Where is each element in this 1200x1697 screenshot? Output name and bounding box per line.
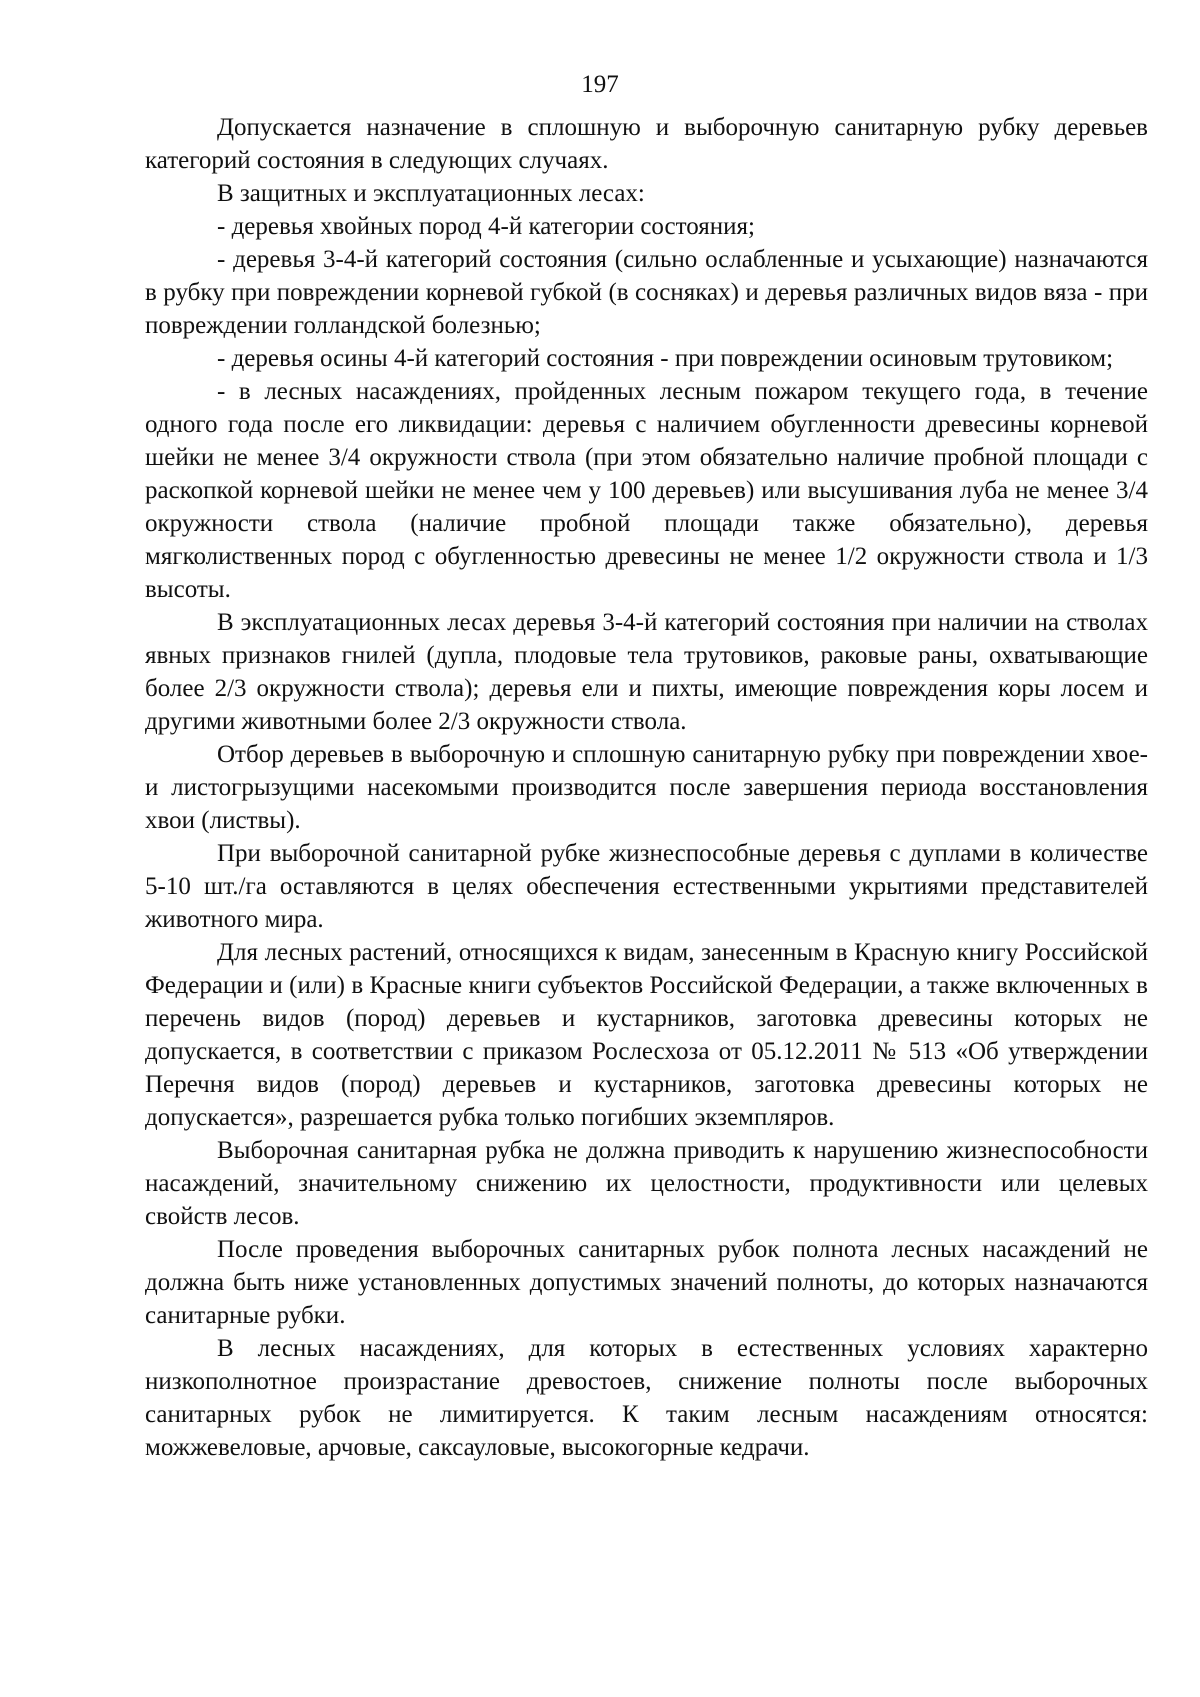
page-number: 197 bbox=[581, 71, 619, 98]
list-item: - деревья осины 4-й категорий состояния - при повреждении осиновым трутовиком; bbox=[217, 345, 1114, 372]
list-item: - деревья 3-4-й категорий состояния (сильно ослабленные и усыхающие) назначаются в рубку при повреждении корневой губкой (в сосняках) и деревья различных видов вяза - при повреждении голландской болезнью; bbox=[145, 246, 1148, 339]
list-item: - в лесных насаждениях, пройденных лесным пожаром текущего года, в течение одного года после его ликвидации: деревья с наличием обугленности древесины корневой шейки не менее 3/4 окружности ствола (при этом обязательно наличие пробной площади с раскопкой корневой шейки не менее чем у 100 деревьев) или высушивания луба не менее 3/4 окружности ствола (наличие пробной площади также обязательно), деревья мягколиственных пород с обугленностью древесины не менее 1/2 окружности ствола и 1/3 высоты. bbox=[145, 378, 1148, 603]
paragraph: При выборочной санитарной рубке жизнеспособные деревья с дуплами в количестве 5-10 шт./га оставляются в целях обеспечения естественными укрытиями представителей животного мира. bbox=[145, 840, 1148, 933]
document-body bbox=[145, 111, 1148, 1464]
paragraph: Выборочная санитарная рубка не должна приводить к нарушению жизнеспособности насаждений, значительному снижению их целостности, продуктивности или целевых свойств лесов. bbox=[145, 1137, 1148, 1230]
paragraph: В эксплуатационных лесах деревья 3-4-й категорий состояния при наличии на стволах явных признаков гнилей (дупла, плодовые тела трутовиков, раковые раны, охватывающие более 2/3 окружности ствола); деревья ели и пихты, имеющие повреждения коры лосем и другими животными более 2/3 окружности ствола. bbox=[145, 609, 1148, 735]
paragraph: Отбор деревьев в выборочную и сплошную санитарную рубку при повреждении хвое- и листогрызущими насекомыми производится после завершения периода восстановления хвои (листвы). bbox=[145, 741, 1148, 834]
paragraph: В лесных насаждениях, для которых в естественных условиях характерно низкополнотное произрастание древостоев, снижение полноты после выборочных санитарных рубок не лимитируется. К таким лесным насаждениям относятся: можжевеловые, арчовые, саксауловые, высокогорные кедрачи. bbox=[145, 1335, 1148, 1461]
list-item: - деревья хвойных пород 4-й категории состояния; bbox=[217, 213, 755, 240]
paragraph: В защитных и эксплуатационных лесах: bbox=[217, 180, 645, 207]
paragraph: После проведения выборочных санитарных рубок полнота лесных насаждений не должна быть ниже установленных допустимых значений полноты, до которых назначаются санитарные рубки. bbox=[145, 1236, 1148, 1329]
paragraph: Допускается назначение в сплошную и выборочную санитарную рубку деревьев категорий состояния в следующих случаях. bbox=[145, 114, 1148, 174]
paragraph: Для лесных растений, относящихся к видам, занесенным в Красную книгу Российской Федерации и (или) в Красные книги субъектов Российской Федерации, а также включенных в перечень видов (пород) деревьев и кустарников, заготовка древесины которых не допускается, в соответствии с приказом Рослесхоза от 05.12.2011 № 513 «Об утверждении Перечня видов (пород) деревьев и кустарников, заготовка древесины которых не допускается», разрешается рубка только погибших экземпляров. bbox=[145, 939, 1148, 1131]
